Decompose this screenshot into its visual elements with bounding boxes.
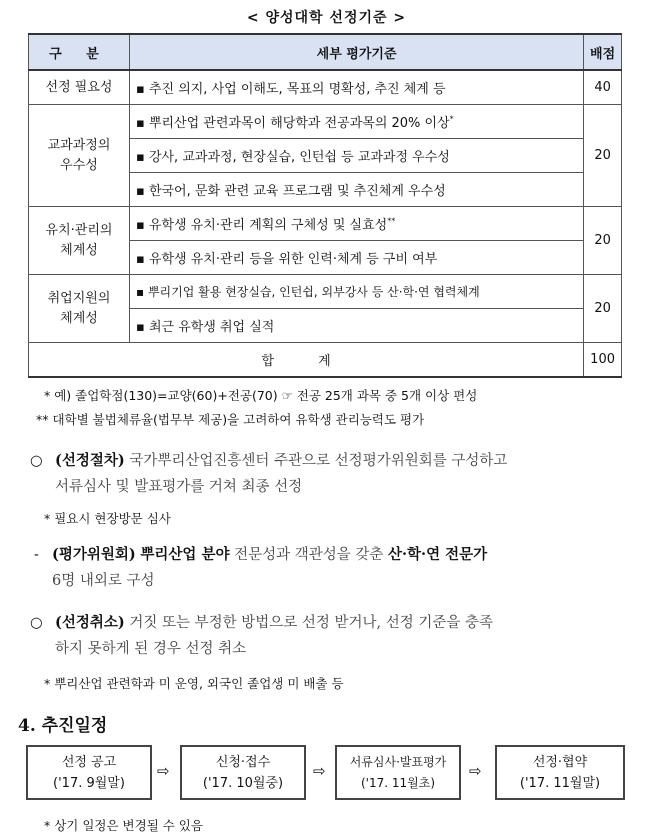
category-cell (29, 105, 130, 207)
criteria-text: ▪ 유학생 유치·관리 계획의 구체성 및 실효성 (136, 218, 388, 233)
schedule-step (335, 745, 461, 800)
footnote-1: * 예) 졸업학점(130)=교양(60)+전공(70) ☞ 전공 25개 과목 중 5개 이상 편성 (44, 388, 478, 403)
category-label: 선정 필요성 (45, 79, 113, 95)
committee-label: (평가위원회) (52, 546, 136, 563)
table-row (29, 105, 622, 139)
category-label: 체계성 (60, 310, 98, 326)
category-label: 체계성 (60, 242, 98, 258)
total-row (29, 343, 622, 378)
points-cell: 20 (584, 105, 622, 207)
header-category: 구 분 (29, 34, 130, 70)
category-label: 교과과정의 (47, 137, 111, 153)
schedule-step (495, 745, 625, 800)
footnote-mark: * (449, 114, 454, 124)
points-cell: 40 (584, 70, 622, 105)
step-date: ('17. 9월말) (53, 776, 125, 791)
step-title: 신청·접수 (215, 755, 271, 770)
criteria-cell: ▪ 추진 의지, 사업 이해도, 목표의 명확성, 추진 체계 등 (130, 70, 584, 105)
committee-experts: 산·학·연 전문가 (387, 546, 488, 563)
step-date: ('17. 11월초) (360, 776, 435, 790)
procedure-line-1 (55, 448, 507, 474)
category-label: 취업지원의 (47, 290, 111, 306)
step-title: 서류심사·발표평가 (349, 755, 447, 769)
schedule-heading: 4. 추진일정 (18, 716, 108, 736)
schedule-step (180, 745, 306, 800)
step-date: ('17. 11월말) (519, 776, 601, 791)
criteria-cell: ▪ 유학생 유치·관리 등을 위한 인력·체계 등 구비 여부 (130, 241, 584, 275)
category-label: 우수성 (60, 157, 98, 173)
criteria-cell (130, 105, 584, 139)
right-arrow-icon: ⇨ (157, 762, 170, 780)
committee-line-1 (52, 542, 487, 568)
cancellation-note: * 뿌리산업 관련학과 미 운영, 외국인 졸업생 미 배출 등 (44, 676, 344, 691)
committee-text: 전문성과 객관성을 갖춘 (234, 547, 384, 563)
footnote-mark: ** (387, 216, 396, 226)
category-cell (29, 207, 130, 275)
category-label: 유치·관리의 (45, 222, 113, 238)
cancellation-line-2: 하지 못하게 된 경우 선정 취소 (55, 641, 247, 657)
schedule-note: * 상기 일정은 변경될 수 있음 (44, 818, 203, 833)
criteria-cell (130, 207, 584, 241)
criteria-title: < 양성대학 선정기준 > (246, 10, 407, 26)
criteria-cell: ▪ 한국어, 문화 관련 교육 프로그램 및 추진체계 우수성 (130, 173, 584, 207)
cancellation-label: (선정취소) (55, 614, 125, 631)
cancellation-bullet: ○ (30, 615, 43, 631)
committee-bullet: - (34, 547, 39, 563)
criteria-cell: ▪ 뿌리기업 활용 현장실습, 인턴쉽, 외부강사 등 산·학·연 협력체계 (130, 275, 584, 309)
header-criteria: 세부 평가기준 (130, 34, 584, 70)
cancellation-text: 거짓 또는 부정한 방법으로 선정 받거나, 선정 기준을 충족 (129, 615, 494, 631)
table-row (29, 207, 622, 241)
step-date: ('17. 10월중) (202, 776, 284, 791)
procedure-note: * 필요시 현장방문 심사 (44, 511, 171, 526)
total-label: 합 계 (29, 343, 584, 378)
procedure-label: (선정절차) (55, 452, 125, 469)
table-header-row (29, 34, 622, 70)
schedule-step (26, 745, 152, 800)
criteria-table (28, 33, 622, 378)
points-cell: 20 (584, 207, 622, 275)
cancellation-line-1 (55, 610, 493, 636)
procedure-bullet: ○ (30, 453, 43, 469)
header-points: 배점 (584, 34, 622, 70)
footnote-2: ** 대학별 불법체류율(법무부 제공)을 고려하여 유학생 관리능력도 평가 (36, 412, 425, 427)
total-points: 100 (584, 343, 622, 378)
committee-line-2: 6명 내외로 구성 (52, 573, 155, 589)
step-title: 선정 공고 (61, 755, 117, 770)
category-cell (29, 70, 130, 105)
table-row (29, 70, 622, 105)
step-title: 선정·협약 (532, 755, 588, 770)
points-cell: 20 (584, 275, 622, 343)
table-row (29, 275, 622, 309)
procedure-text: 국가뿌리산업진흥센터 주관으로 선정평가위원회를 구성하고 (129, 453, 508, 469)
criteria-cell: ▪ 강사, 교과과정, 현장실습, 인턴쉽 등 교과과정 우수성 (130, 139, 584, 173)
committee-field: 뿌리산업 분야 (140, 546, 230, 563)
procedure-line-2: 서류심사 및 발표평가를 거쳐 최종 선정 (55, 479, 303, 495)
right-arrow-icon: ⇨ (313, 762, 326, 780)
right-arrow-icon: ⇨ (469, 762, 482, 780)
criteria-text: ▪ 뿌리산업 관련과목이 해당학과 전공과목의 20% 이상 (136, 116, 450, 131)
category-cell (29, 275, 130, 343)
criteria-cell: ▪ 최근 유학생 취업 실적 (130, 309, 584, 343)
